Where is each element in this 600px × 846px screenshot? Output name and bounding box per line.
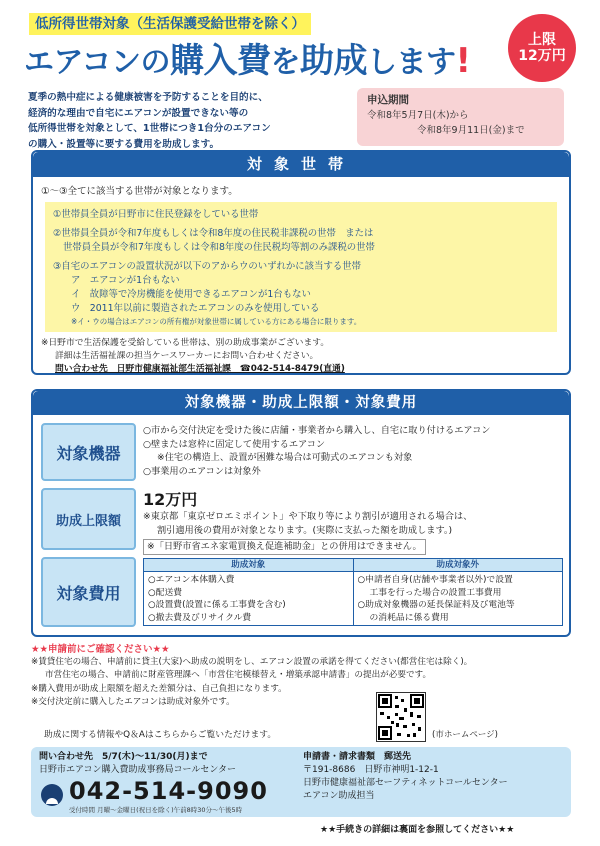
- badge-label: 上限: [528, 31, 556, 48]
- condition-3c: ウ 2011年以前に製造されたエアコンのみを使用している: [71, 303, 320, 314]
- condition-3: ③自宅のエアコンの設置状況が以下のアからウのいずれかに該当する世帯: [53, 261, 361, 272]
- pre-application-notes: [31, 643, 576, 709]
- qr-caption: (市ホームページ): [432, 730, 498, 740]
- operator-icon: [41, 784, 63, 806]
- note-line: ※賃貸住宅の場合、申請前に貸主(大家)へ助成の説明をし、エアコン設置の承諾を得てください(都営住宅は除く)。: [31, 657, 473, 668]
- intro-line: の購入・設置等に要する費用を助成します。: [28, 138, 220, 150]
- limit-details: [143, 490, 472, 555]
- equipment-item: ○事業用のエアコンは対象外: [143, 465, 261, 477]
- condition-3b: イ 故障等で冷房機能を使用できるエアコンが1台もない: [71, 289, 311, 300]
- contact-center-name: 日野市エアコン購入費助成事務局コールセンター: [39, 764, 237, 775]
- mail-department: 日野市健康福祉部セーフティネットコールセンター: [303, 778, 508, 788]
- title-part: を: [270, 45, 300, 80]
- title-part: 助成: [300, 41, 367, 81]
- welfare-note: [41, 337, 345, 375]
- qr-code-icon[interactable]: [376, 692, 426, 742]
- period-end: 令和8年9月11日(金)まで: [417, 125, 525, 136]
- welfare-contact: 問い合わせ先 日野市健康福祉部生活福祉課 ☎042-514-8479(直通): [55, 364, 345, 374]
- cost-covered-item: ○配送費: [148, 587, 183, 598]
- cost-excluded-item: の消耗品に係る費用: [369, 612, 449, 623]
- footer-note: ★★手続きの詳細は裏面を参照してください★★: [320, 825, 515, 835]
- section-header: 対象世帯: [33, 152, 569, 177]
- cost-covered-column: [144, 559, 353, 625]
- equipment-list: [143, 424, 491, 478]
- period-start: 令和8年5月7日(木)から: [367, 110, 469, 121]
- label-target-equipment: 対象機器: [41, 423, 136, 481]
- intro-text: [28, 90, 338, 152]
- section-header: 対象機器・助成上限額・対象費用: [33, 391, 569, 415]
- badge-amount: 12万円: [518, 48, 566, 64]
- notes-title: ★★申請前にご確認ください★★: [31, 644, 170, 655]
- call-center-phone[interactable]: 042-514-9090: [69, 777, 268, 805]
- condition-2: ②世帯員全員が令和7年度もしくは令和8年度の住民税非課税の世帯 または: [53, 228, 374, 239]
- title-exclamation: !: [455, 41, 471, 81]
- note-line: ※購入費用が助成上限額を超えた差額分は、自己負担になります。: [31, 683, 287, 694]
- mail-title: 申請書・請求書類 郵送先: [303, 752, 412, 762]
- label-target-cost: 対象費用: [41, 557, 136, 627]
- subtitle-banner: 低所得世帯対象（生活保護受給世帯を除く）: [29, 13, 311, 35]
- condition-3-note: ※イ・ウの場合はエアコンの所有権が対象世帯に属している方にある場合に限ります。: [71, 317, 362, 326]
- note-line: ※交付決定前に購入したエアコンは助成対象外です。: [31, 696, 235, 707]
- label-subsidy-limit: 助成上限額: [41, 488, 136, 550]
- cost-excluded-item: ○申請者自身(店舗や事業者以外)で設置: [357, 575, 513, 585]
- welfare-note-line: 詳細は生活福祉課の担当ケースワーカーにお問い合わせください。: [55, 351, 319, 361]
- target-households-section: [31, 150, 571, 375]
- cost-covered-item: ○撤去費及びリサイクル費: [148, 612, 252, 623]
- mail-department-sub: エアコン助成担当: [303, 791, 375, 801]
- contact-title: 問い合わせ先 5/7(木)～11/30(月)まで: [39, 752, 208, 762]
- welfare-note-line: ※日野市で生活保護を受給している世帯は、別の助成事業がございます。: [41, 338, 330, 348]
- conditions-box: [45, 202, 557, 332]
- condition-1: ①世帯員全員が日野市に住民登録をしている世帯: [53, 209, 259, 220]
- application-period-box: [357, 88, 564, 146]
- note-line: 市営住宅の場合、申請前に財産管理課へ「市営住宅模様替え・増築承認申請書」の提出が必要です。: [45, 670, 432, 681]
- limit-note-boxed: ※「日野市省エネ家電買換え促進補助金」との併用はできません。: [143, 539, 426, 555]
- cost-table: [143, 558, 563, 626]
- reception-hours: 受付時間 月曜～金曜日(祝日を除く)午前8時30分～午後5時: [69, 806, 243, 814]
- cost-excluded-item: 工事を行った場合の設置工事費用: [369, 587, 502, 598]
- call-center-contact: [39, 751, 236, 776]
- equipment-limit-cost-section: [31, 389, 571, 637]
- cost-excluded-header: 助成対象外: [354, 559, 563, 572]
- cost-covered-item: ○設置費(設置に係る工事費を含む): [148, 600, 286, 610]
- cost-excluded-item: ○助成対象機器の延長保証料及び電池等: [357, 600, 515, 610]
- limit-amount: 12万円: [143, 490, 198, 509]
- equipment-item: ○壁または窓枠に固定して使用するエアコン: [143, 438, 326, 450]
- title-part: 購入費: [170, 41, 271, 81]
- equipment-item: ○市から交付決定を受けた後に店舗・事業者から購入し、自宅に取り付けるエアコン: [143, 425, 491, 436]
- title-part: エアコンの: [24, 45, 170, 80]
- limit-badge: [508, 14, 576, 82]
- equipment-note: ※住宅の構造上、設置が困難な場合は可動式のエアコンも対象: [157, 452, 413, 463]
- intro-line: 経済的な理由で自宅にエアコンが設置できない等の: [28, 107, 249, 119]
- limit-note: 割引適用後の費用が対象となります。(実際に支払った額を助成します。): [157, 524, 453, 536]
- contact-panel: [31, 747, 571, 817]
- qa-info-text: 助成に関する情報やQ＆Aはこちらからご覧いただけます。: [44, 730, 277, 740]
- mailing-address: [303, 751, 508, 803]
- condition-2-alt: 世帯員全員が令和7年度もしくは令和8年度の住民税均等割のみ課税の世帯: [63, 242, 375, 253]
- cost-covered-header: 助成対象: [144, 559, 353, 572]
- intro-line: 夏季の熱中症による健康被害を予防することを目的に、: [28, 92, 268, 103]
- period-title: 申込期間: [367, 94, 409, 106]
- title-part: します: [367, 45, 456, 80]
- section-lead: ①～③全てに該当する世帯が対象となります。: [41, 186, 238, 197]
- limit-note: ※東京都「東京ゼロエミポイント」や下取り等により割引が適用される場合は、: [143, 511, 473, 522]
- condition-3a: ア エアコンが1台もない: [71, 275, 180, 286]
- intro-line: 低所得世帯を対象として、1世帯につき1台分のエアコン: [28, 123, 271, 134]
- cost-excluded-column: [353, 559, 563, 625]
- mail-zip-address: 〒191-8686 日野市神明1-12-1: [303, 765, 439, 775]
- cost-covered-item: ○エアコン本体購入費: [148, 575, 235, 585]
- main-title: [24, 40, 471, 84]
